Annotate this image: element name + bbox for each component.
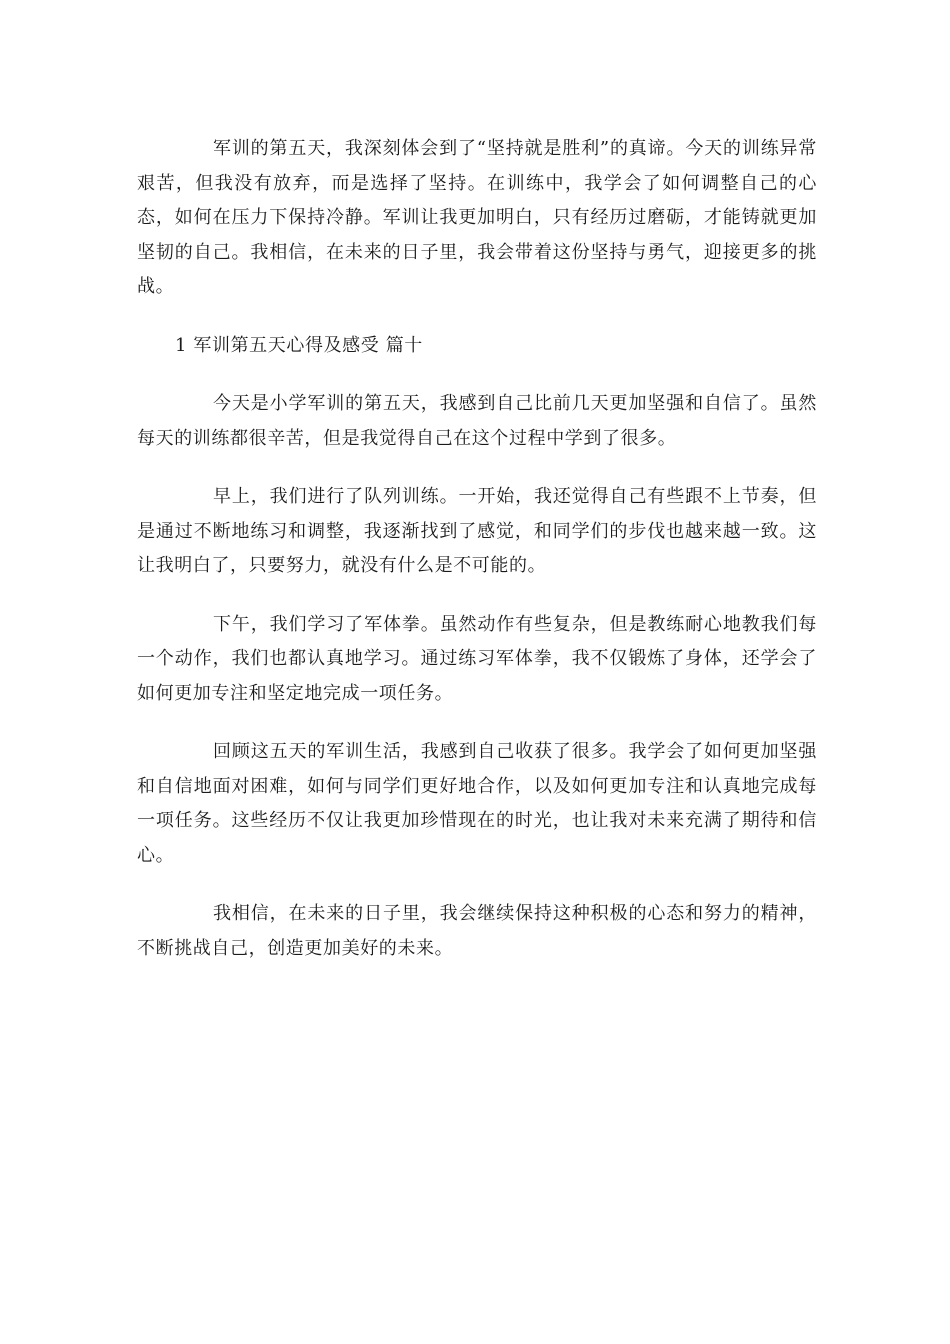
document-body <box>137 132 817 990</box>
paragraph-intro: 军训的第五天，我深刻体会到了“坚持就是胜利”的真谛。今天的训练异常艰苦，但我没有放弃，而是选择了坚持。在训练中，我学会了如何调整自己的心态，如何在压力下保持冷静。军训让我更加明白，只有经历过磨砺，才能铸就更加坚韧的自己。我相信，在未来的日子里，我会带着这份坚持与勇气，迎接更多的挑战。 <box>137 138 817 297</box>
paragraph-3: 下午，我们学习了军体拳。虽然动作有些复杂，但是教练耐心地教我们每一个动作，我们也都认真地学习。通过练习军体拳，我不仅锻炼了身体，还学会了如何更加专注和坚定地完成一项任务。 <box>137 613 817 704</box>
paragraph-1: 今天是小学军训的第五天，我感到自己比前几天更加坚强和自信了。虽然每天的训练都很辛苦，但是我觉得自己在这个过程中学到了很多。 <box>137 393 817 449</box>
paragraph-5: 我相信，在未来的日子里，我会继续保持这种积极的心态和努力的精神，不断挑战自己，创造更加美好的未来。 <box>137 903 817 959</box>
section-heading: 1 军训第五天心得及感受 篇十 <box>175 334 423 356</box>
paragraph-4: 回顾这五天的军训生活，我感到自己收获了很多。我学会了如何更加坚强和自信地面对困难，如何与同学们更好地合作，以及如何更加专注和认真地完成每一项任务。这些经历不仅让我更加珍惜现在的时光，也让我对未来充满了期待和信心。 <box>137 741 817 866</box>
paragraph-2: 早上，我们进行了队列训练。一开始，我还觉得自己有些跟不上节奏，但是通过不断地练习和调整，我逐渐找到了感觉，和同学们的步伐也越来越一致。这让我明白了，只要努力，就没有什么是不可能的。 <box>137 486 817 576</box>
